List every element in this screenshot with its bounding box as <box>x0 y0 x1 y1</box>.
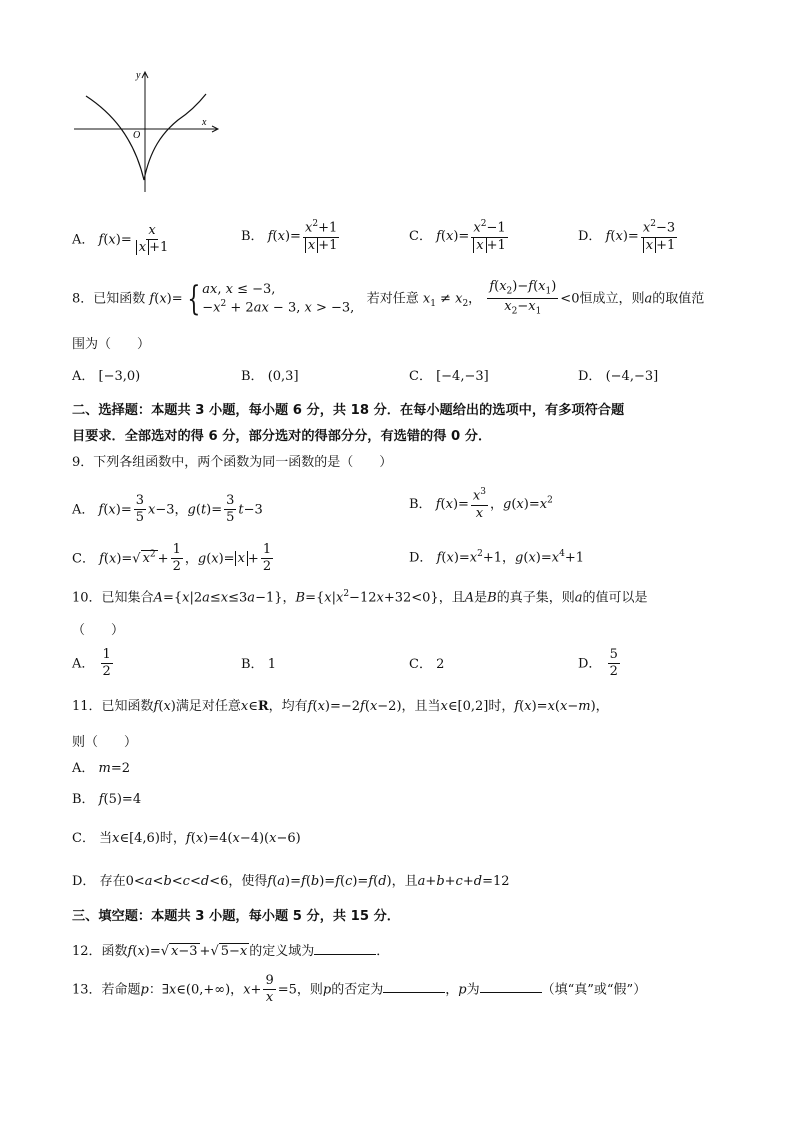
q10-paren: （ ） <box>72 623 125 638</box>
section2-heading-line2: 目要求．全部选对的得 6 分，部分选对的得部分分，有选错的得 0 分． <box>72 429 492 444</box>
q7-option-a[interactable]: A． f(x)= $\frac{x}{x +1}$ <box>72 223 169 256</box>
y-axis-label: y <box>136 70 141 81</box>
q10-option-b[interactable]: B． 1 <box>241 657 276 672</box>
q13-stem: 13．若命题p：∃x∈(0,+∞)，x+ $\frac{9}{x}$ =5，则p的否定为 ，p为 （填“真”或“假”） <box>72 973 647 1006</box>
q9-option-a[interactable]: A． f(x)= $\frac{3}{5}$ x−3，g(t)= $\frac{3}{5}$ t−3 <box>72 493 263 526</box>
q8-stem: 8．已知函数 f(x)= { ax, x ≤ −3, $-x^2 + 2ax - 3$, x > −3, 若对任意 $x_1 \ne x_2$， $\frac{f(x_2)-f(x_1)}{x_2-x_1}$ <0恒成立，则a的取值范 <box>72 278 705 319</box>
q11-option-c[interactable]: C． 当x∈[4,6)时，f(x)=4(x−4)(x−6) <box>72 831 301 846</box>
q7-option-c[interactable]: C． f(x)= $\frac{x^2-1}{x +1}$ <box>409 219 506 253</box>
x-axis-label: x <box>202 117 207 128</box>
q11-paren: 则（ ） <box>72 735 138 750</box>
section3-heading: 三、填空题：本题共 3 小题，每小题 5 分，共 15 分． <box>72 909 400 924</box>
q12-answer-blank[interactable] <box>314 942 376 955</box>
q8-option-b[interactable]: B． (0,3] <box>241 369 299 384</box>
q10-option-a[interactable]: A． $\frac{1}{2}$ <box>72 647 111 680</box>
q11-stem: 11．已知函数f(x)满足对任意x∈R，均有f(x)=−2f(x−2)，且当x∈[0,2]时，f(x)=x(x−m)， <box>72 699 609 714</box>
q10-option-d[interactable]: D． $\frac{5}{2}$ <box>578 647 618 680</box>
origin-label: O <box>133 130 141 141</box>
q11-option-a[interactable]: A． m=2 <box>72 761 131 776</box>
q7-option-b[interactable]: B． f(x)= $\frac{x^2+1}{x +1}$ <box>241 219 338 253</box>
q7-option-d[interactable]: D． f(x)= $\frac{x^2-3}{x +1}$ <box>578 219 676 253</box>
q10-stem: 10．已知集合A={x|2a≤x≤3a−1}，$B=\{x|x^2-12x+32<0\}$，且A是B的真子集，则a的值可以是 <box>72 589 648 606</box>
q9-option-d[interactable]: D． $f(x)=x^2+1$，$g(x)=x^4+1$ <box>409 549 584 566</box>
q8-option-a[interactable]: A． [−3,0) <box>72 369 141 384</box>
q10-option-c[interactable]: C． 2 <box>409 657 445 672</box>
q8-option-c[interactable]: C． [−4,−3] <box>409 369 489 384</box>
q9-stem: 9．下列各组函数中，两个函数为同一函数的是（ ） <box>72 455 393 470</box>
q12-stem: 12．函数f(x)=√ x−3 +√ 5−x 的定义域为 ． <box>72 944 390 959</box>
function-graph <box>72 68 222 198</box>
q9-option-b[interactable]: B． f(x)= $\frac{x^3}{x}$ ，$g(x)=x^2$ <box>409 487 553 521</box>
q13-answer-blank-2[interactable] <box>480 980 542 993</box>
section2-heading-line1: 二、选择题：本题共 3 小题，每小题 6 分，共 18 分．在每小题给出的选项中，有多项符合题 <box>72 403 625 418</box>
q9-option-c[interactable]: C． f(x)=√ $x^2$ + $\frac{1}{2}$ ，g(x)= x + $\frac{1}{2}$ <box>72 542 272 575</box>
q11-option-b[interactable]: B． f(5)=4 <box>72 792 142 807</box>
function-curve <box>86 94 206 180</box>
q13-answer-blank-1[interactable] <box>383 980 445 993</box>
q8-stem-line2: 围为（ ） <box>72 337 151 352</box>
q8-option-d[interactable]: D． (−4,−3] <box>578 369 659 384</box>
q11-option-d[interactable]: D． 存在0<a<b<c<d<6，使得f(a)=f(b)=f(c)=f(d)，且a+b+c+d=12 <box>72 874 510 889</box>
